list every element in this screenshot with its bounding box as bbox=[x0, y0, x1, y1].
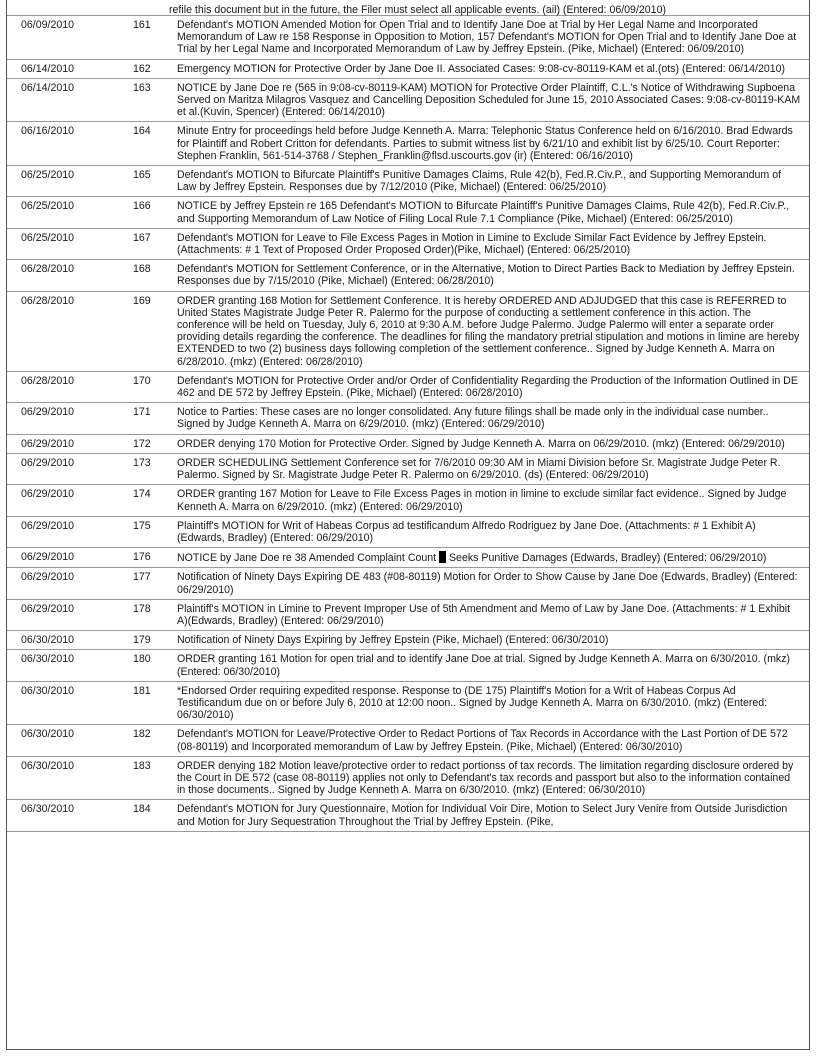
entry-number: 170 bbox=[133, 371, 177, 402]
entry-date: 06/25/2010 bbox=[7, 197, 133, 228]
entry-text: NOTICE by Jeffrey Epstein re 165 Defendant's MOTION to Bifurcate Plaintiff's Punitive Damages Claims, Rule 42(b), Fed.R.Civ.P., and Supporting Memorandum of Law Notice of Filing Local Rule 7.1 Compliance (Pike, Michael) (Entered: 06/25/2010) bbox=[177, 197, 809, 228]
docket-entry-row bbox=[7, 453, 809, 484]
docket-entry-row bbox=[7, 548, 809, 568]
entry-date: 06/14/2010 bbox=[7, 59, 133, 78]
entry-date: 06/30/2010 bbox=[7, 725, 133, 756]
entry-date: 06/29/2010 bbox=[7, 568, 133, 599]
entry-date: 06/29/2010 bbox=[7, 599, 133, 630]
entry-number: 183 bbox=[133, 756, 177, 800]
continued-entry-text: refile this document but in the future, the Filer must select all applicable events. (ail) (Entered: 06/09/2010) bbox=[7, 0, 809, 16]
entry-text: Notice to Parties: These cases are no longer consolidated. Any future filings shall be made only in the individual case number.. Signed by Judge Kenneth A. Marra on 6/29/2010. (mkz) (Entered: 06/29/2010) bbox=[177, 403, 809, 434]
entry-date: 06/29/2010 bbox=[7, 434, 133, 453]
docket-entry-row bbox=[7, 516, 809, 547]
docket-entry-row bbox=[7, 725, 809, 756]
docket-entry-row bbox=[7, 485, 809, 516]
entry-text: Defendant's MOTION to Bifurcate Plaintiff's Punitive Damages Claims, Rule 42(b), Fed.R.Civ.P., and Supporting Memorandum of Law by Jeffrey Epstein. Responses due by 7/12/2010 (Pike, Michael) (Entered: 06/25/2010) bbox=[177, 166, 809, 197]
entry-date: 06/09/2010 bbox=[7, 16, 133, 59]
entry-date: 06/29/2010 bbox=[7, 516, 133, 547]
docket-entry-row bbox=[7, 681, 809, 725]
entry-text bbox=[177, 548, 809, 568]
entry-date: 06/30/2010 bbox=[7, 681, 133, 725]
entry-number: 173 bbox=[133, 453, 177, 484]
entry-text: NOTICE by Jane Doe re (565 in 9:08-cv-80119-KAM) MOTION for Protective Order Plaintiff, C.L.'s Notice of Withdrawing Supboena Served on Maritza Milagros Vasquez and Cancelling Deposition Scheduled for June 15, 2010 Associated Cases: 9:08-cv-80119-KAM et al.(Kuvin, Spencer) (Entered: 06/14/2010) bbox=[177, 78, 809, 122]
entry-date: 06/29/2010 bbox=[7, 453, 133, 484]
entry-date: 06/30/2010 bbox=[7, 756, 133, 800]
docket-entry-row bbox=[7, 291, 809, 371]
entry-number: 167 bbox=[133, 228, 177, 259]
docket-entry-row bbox=[7, 228, 809, 259]
docket-entry-row bbox=[7, 122, 809, 166]
docket-entry-row bbox=[7, 78, 809, 122]
entry-number: 182 bbox=[133, 725, 177, 756]
docket-entry-row bbox=[7, 16, 809, 59]
entry-number: 164 bbox=[133, 122, 177, 166]
entry-text: Notification of Ninety Days Expiring DE 483 (#08-80119) Motion for Order to Show Cause by Jane Doe (Edwards, Bradley) (Entered: 06/29/2010) bbox=[177, 568, 809, 599]
entry-date: 06/30/2010 bbox=[7, 650, 133, 681]
docket-entry-row bbox=[7, 166, 809, 197]
entry-date: 06/25/2010 bbox=[7, 166, 133, 197]
entry-number: 169 bbox=[133, 291, 177, 371]
entry-text: ORDER granting 167 Motion for Leave to File Excess Pages in motion in limine to exclude similar fact evidence.. Signed by Judge Kenneth A. Marra on 6/29/2010. (mkz) (Entered: 06/29/2010) bbox=[177, 485, 809, 516]
docket-entry-row bbox=[7, 650, 809, 681]
entry-date: 06/28/2010 bbox=[7, 291, 133, 371]
entry-number: 177 bbox=[133, 568, 177, 599]
entry-text: Defendant's MOTION for Jury Questionnaire, Motion for Individual Voir Dire, Motion to Select Jury Venire from Outside Jurisdiction and Motion for Jury Sequestration Throughout the Trial by Jeffrey Epstein. (Pike, bbox=[177, 800, 809, 831]
entry-text-part: NOTICE by Jane Doe re 38 Amended Complaint Count bbox=[177, 552, 440, 565]
entry-text: Notification of Ninety Days Expiring by Jeffrey Epstein (Pike, Michael) (Entered: 06/30/2010) bbox=[177, 631, 809, 650]
entry-date: 06/28/2010 bbox=[7, 260, 133, 291]
entry-text: Defendant's MOTION Amended Motion for Open Trial and to Identify Jane Doe at Trial by Her Legal Name and Incorporated Memorandum of Law re 158 Response in Opposition to Motion, 157 Defendant's MOTION for Open Trial and to Identify Jane Doe at Trial by her Legal Name and Incorporated Memorandum of Law by Jeffrey Epstein. (Pike, Michael) (Entered: 06/09/2010) bbox=[177, 16, 809, 59]
entry-text: Plaintiff's MOTION for Writ of Habeas Corpus ad testificandum Alfredo Rodriguez by Jane Doe. (Attachments: # 1 Exhibit A)(Edwards, Bradley) (Entered: 06/29/2010) bbox=[177, 516, 809, 547]
entry-text: Defendant's MOTION for Protective Order and/or Order of Confidentiality Regarding the Production of the Information Outlined in DE 462 and DE 572 by Jeffrey Epstein. (Pike, Michael) (Entered: 06/28/2010) bbox=[177, 371, 809, 402]
entry-number: 174 bbox=[133, 485, 177, 516]
entry-number: 175 bbox=[133, 516, 177, 547]
docket-entry-row bbox=[7, 260, 809, 291]
entry-text: Defendant's MOTION for Settlement Conference, or in the Alternative, Motion to Direct Parties Back to Mediation by Jeffrey Epstein. Responses due by 7/15/2010 (Pike, Michael) (Entered: 06/28/2010) bbox=[177, 260, 809, 291]
entry-text: *Endorsed Order requiring expedited response. Response to (DE 175) Plaintiff's Motion for a Writ of Habeas Corpus Ad Testificandum due on or before July 6, 2010 at 12:00 noon.. Signed by Judge Kenneth A. Marra on 6/30/2010. (mkz) (Entered: 06/30/2010) bbox=[177, 681, 809, 725]
docket-entry-row bbox=[7, 631, 809, 650]
entry-text: ORDER denying 170 Motion for Protective Order. Signed by Judge Kenneth A. Marra on 06/29/2010. (mkz) (Entered: 06/29/2010) bbox=[177, 434, 809, 453]
entry-date: 06/25/2010 bbox=[7, 228, 133, 259]
entry-date: 06/29/2010 bbox=[7, 485, 133, 516]
docket-entry-row bbox=[7, 371, 809, 402]
entry-text-part: Seeks Punitive Damages (Edwards, Bradley) (Entered: 06/29/2010) bbox=[446, 552, 767, 565]
entry-number: 181 bbox=[133, 681, 177, 725]
docket-entry-row bbox=[7, 403, 809, 434]
entry-text: Defendant's MOTION for Leave/Protective Order to Redact Portions of Tax Records in Accordance with the Last Portion of DE 572 (08-80119) and Incorporated memorandum of Law by Jeffrey Epstein. (Pike, Michael) (Entered: 06/30/2010) bbox=[177, 725, 809, 756]
docket-sheet bbox=[6, 0, 810, 1050]
entry-date: 06/14/2010 bbox=[7, 78, 133, 122]
docket-entry-row bbox=[7, 800, 809, 831]
docket-table bbox=[7, 16, 809, 832]
entry-text: ORDER granting 161 Motion for open trial and to identify Jane Doe at trial. Signed by Judge Kenneth A. Marra on 6/30/2010. (mkz) (Entered: 06/30/2010) bbox=[177, 650, 809, 681]
entry-number: 171 bbox=[133, 403, 177, 434]
docket-entry-row bbox=[7, 434, 809, 453]
entry-date: 06/29/2010 bbox=[7, 403, 133, 434]
entry-date: 06/29/2010 bbox=[7, 548, 133, 568]
entry-number: 161 bbox=[133, 16, 177, 59]
entry-text: ORDER denying 182 Motion leave/protective order to redact portionss of tax records. The limitation regarding disclosure ordered by the Court in DE 572 (case 08-80119) applies not only to Defendant's tax records and passport but also to the information contained in those documents.. Signed by Judge Kenneth A. Marra on 6/30/2010. (mkz) (Entered: 06/30/2010) bbox=[177, 756, 809, 800]
docket-entry-row bbox=[7, 197, 809, 228]
entry-number: 163 bbox=[133, 78, 177, 122]
docket-entry-row bbox=[7, 59, 809, 78]
docket-entry-row bbox=[7, 756, 809, 800]
entry-number: 172 bbox=[133, 434, 177, 453]
entry-number: 180 bbox=[133, 650, 177, 681]
entry-text: ORDER SCHEDULING Settlement Conference set for 7/6/2010 09:30 AM in Miami Division before Sr. Magistrate Judge Peter R. Palermo. Signed by Sr. Magistrate Judge Peter R. Palermo on 6/29/2010. (ds) (Entered: 06/29/2010) bbox=[177, 453, 809, 484]
entry-number: 162 bbox=[133, 59, 177, 78]
entry-text: Emergency MOTION for Protective Order by Jane Doe II. Associated Cases: 9:08-cv-80119-KAM et al.(ots) (Entered: 06/14/2010) bbox=[177, 59, 809, 78]
entry-number: 176 bbox=[133, 548, 177, 568]
docket-rows bbox=[7, 16, 809, 831]
entry-text: Defendant's MOTION for Leave to File Excess Pages in Motion in Limine to Exclude Similar Fact Evidence by Jeffrey Epstein. (Attachments: # 1 Text of Proposed Order Proposed Order)(Pike, Michael) (Entered: 06/25/2010) bbox=[177, 228, 809, 259]
redaction-block bbox=[439, 551, 446, 563]
entry-number: 166 bbox=[133, 197, 177, 228]
entry-number: 165 bbox=[133, 166, 177, 197]
entry-number: 168 bbox=[133, 260, 177, 291]
docket-entry-row bbox=[7, 568, 809, 599]
entry-number: 179 bbox=[133, 631, 177, 650]
entry-text: Plaintiff's MOTION in Limine to Prevent Improper Use of 5th Amendment and Memo of Law by Jane Doe. (Attachments: # 1 Exhibit A)(Edwards, Bradley) (Entered: 06/29/2010) bbox=[177, 599, 809, 630]
entry-date: 06/30/2010 bbox=[7, 631, 133, 650]
entry-date: 06/16/2010 bbox=[7, 122, 133, 166]
entry-date: 06/30/2010 bbox=[7, 800, 133, 831]
entry-number: 178 bbox=[133, 599, 177, 630]
entry-number: 184 bbox=[133, 800, 177, 831]
entry-text: ORDER granting 168 Motion for Settlement Conference. It is hereby ORDERED AND ADJUDGED that this case is REFERRED to United States Magistrate Judge Peter R. Palermo for the purpose of conducting a settlement conference in this action. The conference will be held on Tuesday, July 6, 2010 at 9:30 A.M. before Judge Palermo. Judge Palermo will enter a separate order providing details regarding the conference. The deadlines for filing the mandatory pretrial stipulation and motions in limine are hereby EXTENDED to two (2) business days following completion of the settlement conference.. Signed by Judge Kenneth A. Marra on 6/28/2010. (mkz) (Entered: 06/28/2010) bbox=[177, 291, 809, 371]
entry-text: Minute Entry for proceedings held before Judge Kenneth A. Marra: Telephonic Status Conference held on 6/16/2010. Brad Edwards for Plaintiff and Robert Critton for defendants. Parties to submit witness list by 6/21/10 and exhibit list by 6/25/10. Court Reporter: Stephen Franklin, 561-514-3768 / Stephen_Franklin@flsd.uscourts.gov (ir) (Entered: 06/16/2010) bbox=[177, 122, 809, 166]
entry-date: 06/28/2010 bbox=[7, 371, 133, 402]
docket-entry-row bbox=[7, 599, 809, 630]
